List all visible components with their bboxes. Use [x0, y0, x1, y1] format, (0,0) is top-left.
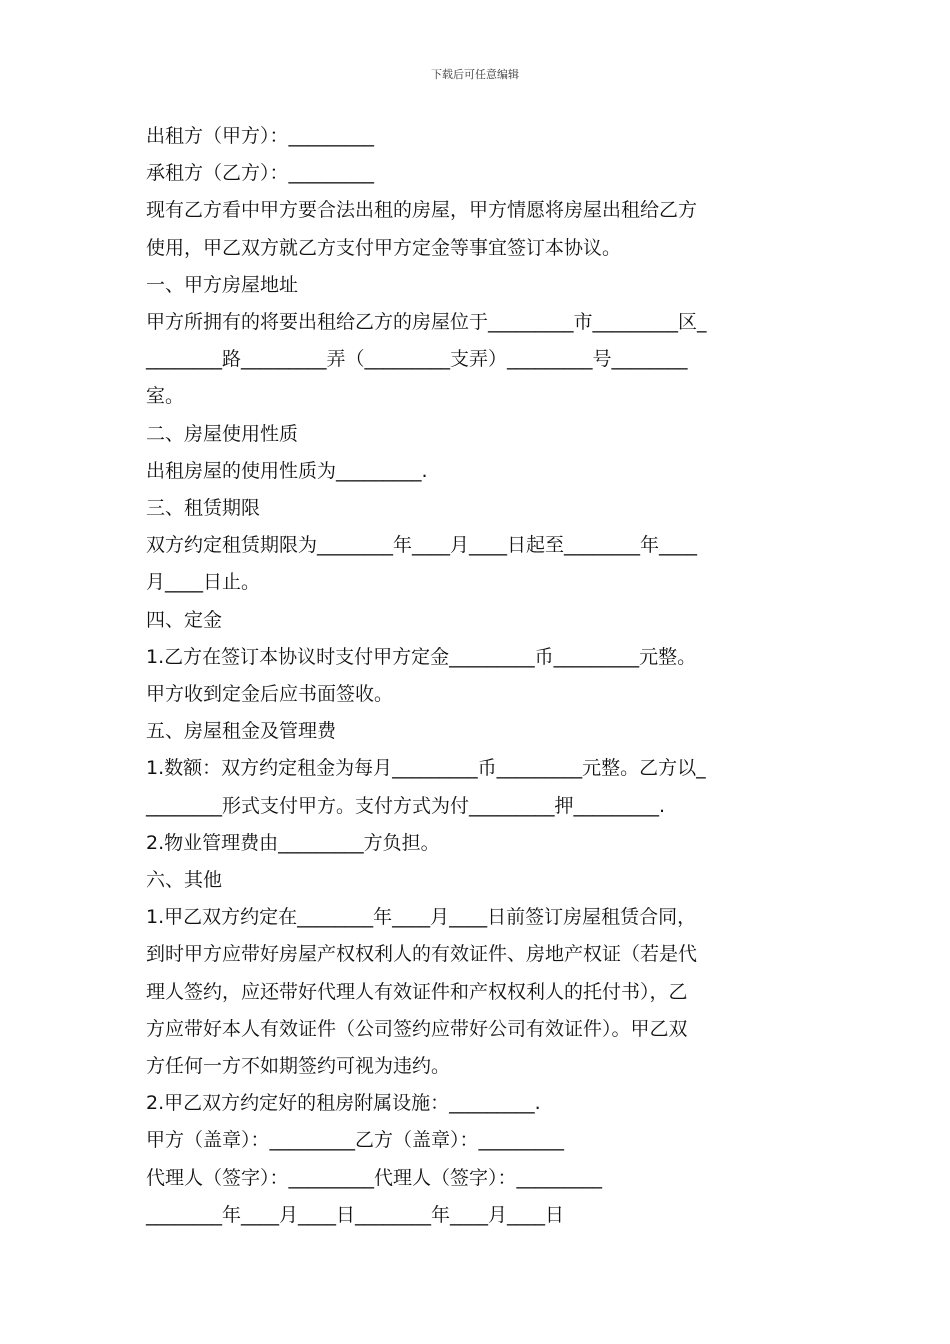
section-3-heading: 三、租赁期限	[146, 497, 261, 520]
section-1-heading: 一、甲方房屋地址	[146, 273, 299, 296]
rent-line-1: 1.数额：双方约定租金为每月_________币_________元整。乙方以_	[146, 757, 706, 780]
intro-line-1: 现有乙方看中甲方要合法出租的房屋，甲方情愿将房屋出租给乙方	[146, 199, 698, 222]
term-line-2: 月____日止。	[146, 571, 261, 594]
usage-line: 出租房屋的使用性质为_________.	[146, 459, 428, 482]
section-4-heading: 四、定金	[146, 608, 223, 631]
section-5-heading: 五、房屋租金及管理费	[146, 720, 337, 743]
lessor-line: 出租方（甲方）：_________	[146, 125, 375, 147]
address-line-3: 室。	[146, 385, 185, 408]
term-line-1: 双方约定租赁期限为________年____月____日起至________年____	[146, 534, 698, 557]
intro-line-2: 使用，甲乙双方就乙方支付甲方定金等事宜签订本协议。	[146, 236, 622, 259]
deposit-line-1: 1.乙方在签订本协议时支付甲方定金_________币_________元整。	[146, 645, 697, 668]
date-line: ________年____月____日________年____月____日	[146, 1203, 565, 1226]
page-header: 下载后可任意编辑	[431, 68, 519, 81]
management-fee-line: 2.物业管理费由_________方负担。	[146, 831, 440, 854]
other-line-2: 到时甲方应带好房屋产权权利人的有效证件、房地产权证（若是代	[146, 943, 698, 966]
address-line-1: 甲方所拥有的将要出租给乙方的房屋位于_________市_________区_	[146, 311, 707, 334]
seal-line: 甲方（盖章）：_________乙方（盖章）：_________	[146, 1129, 565, 1152]
facilities-line: 2.甲乙双方约定好的租房附属设施：_________.	[146, 1092, 541, 1115]
other-line-1: 1.甲乙双方约定在________年____月____日前签订房屋租赁合同，	[146, 906, 697, 929]
lessee-line: 承租方（乙方）：_________	[146, 162, 375, 185]
other-line-3: 理人签约，应还带好代理人有效证件和产权权利人的托付书），乙	[146, 980, 688, 1003]
other-line-5: 方任何一方不如期签约可视为违约。	[146, 1055, 451, 1078]
agreement-body	[146, 118, 808, 1234]
address-line-2: ________路_________弄（_________支弄）_________号________	[146, 348, 688, 371]
other-line-4: 方应带好本人有效证件（公司签约应带好公司有效证件）。甲乙双	[146, 1017, 688, 1040]
section-6-heading: 六、其他	[146, 869, 223, 892]
agent-signature-line: 代理人（签字）：_________代理人（签字）：_________	[146, 1166, 603, 1189]
deposit-line-2: 甲方收到定金后应书面签收。	[146, 683, 394, 706]
rent-line-2: ________形式支付甲方。支付方式为付_________押_________.	[146, 794, 666, 817]
section-2-heading: 二、房屋使用性质	[146, 422, 299, 445]
